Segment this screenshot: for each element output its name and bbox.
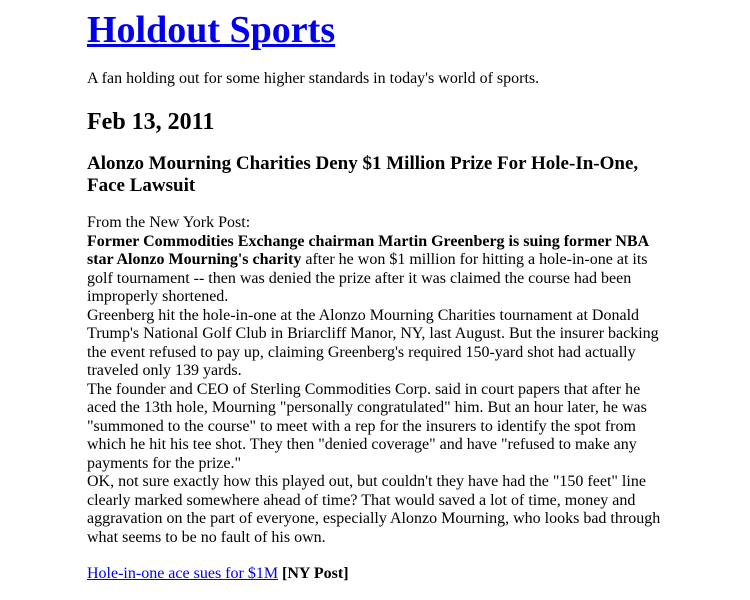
post-body [87, 214, 667, 584]
post-lead-rest: after he won $1 million for hitting a hole-in-one at its golf tournament -- then was denied the prize after it was claimed the course had been improperly shortened. [87, 251, 648, 305]
source-attribution: [NY Post] [282, 565, 349, 582]
post-title: Alonzo Mourning Charities Deny $1 Million Prize For Hole-In-One, Face Lawsuit [87, 153, 639, 196]
source-article-link[interactable]: Hole-in-one ace sues for $1M [87, 565, 279, 582]
site-title [87, 8, 335, 52]
post-date: Feb 13, 2011 [87, 109, 215, 135]
post-paragraph-2: Greenberg hit the hole-in-one at the Alonzo Mourning Charities tournament at Donald Trump's National Golf Club in Briarcliff Manor, NY, last August. But the insurer backing the event refused to pay up, claiming Greenberg's required 150-yard shot had actually traveled only 139 yards. [87, 306, 659, 379]
post-lead-paragraph [87, 233, 667, 307]
site-title-link[interactable]: Holdout Sports [87, 9, 336, 51]
paragraph-spacer [87, 547, 667, 565]
source-link-line [87, 565, 667, 584]
post-lead-bold: Former Commodities Exchange chairman Martin Greenberg is suing former NBA star Alonzo Mourning's charity [87, 232, 649, 268]
source-intro: From the New York Post: [87, 214, 251, 231]
post-paragraph-4: OK, not sure exactly how this played out, but couldn't they have had the "150 feet" line clearly marked somewhere ahead of time? That would saved a lot of time, money and aggravation on the part of everyone, especially Alonzo Mourning, who looks bad through what seems to be no fault of his own. [87, 473, 661, 546]
post-paragraph-3: The founder and CEO of Sterling Commodities Corp. said in court papers that after he aced the 13th hole, Mourning "personally congratulated" him. But an hour later, he was "summoned to the course" to meet with a rep for the insurers to identify the spot from which he hit his tee shot. They then "denied coverage" and have "refused to make any payments for the prize." [87, 380, 647, 472]
site-tagline: A fan holding out for some higher standards in today's world of sports. [87, 70, 540, 87]
